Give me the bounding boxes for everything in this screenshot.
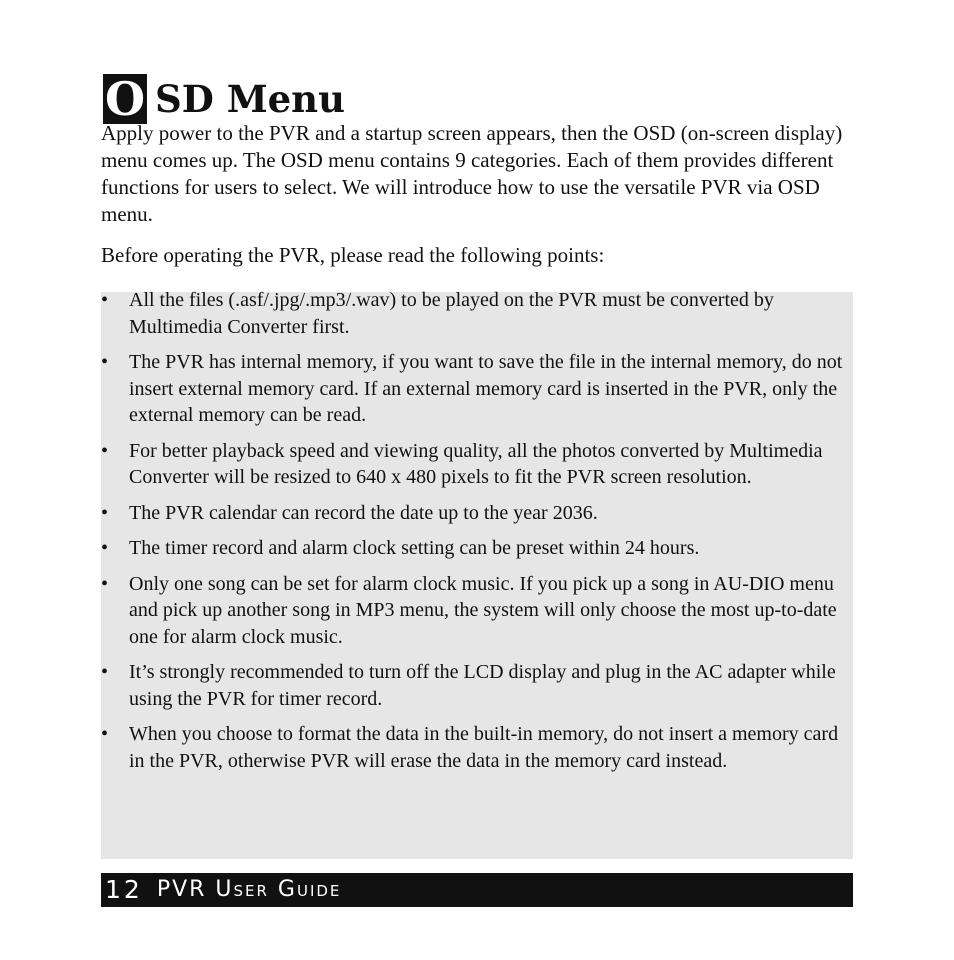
bullet: • (101, 537, 109, 559)
list-item-text: For better playback speed and viewing quality, all the photos converted by Multimedia Converter will be resized to 640 x 480 pixels to fit the PVR screen resolution. (129, 439, 823, 488)
list-item (101, 721, 853, 774)
page-number: 12 (105, 875, 143, 904)
intro-paragraph: Apply power to the PVR and a startup screen appears, then the OSD (on-screen display) menu comes up. The OSD menu contains 9 categories. Each of them provides different functions for users to select. We will introduce how to use the versatile PVR via OSD menu. (101, 121, 843, 226)
lead-paragraph: Before operating the PVR, please read the following points: (101, 243, 605, 267)
list-item-text: It’s strongly recommended to turn off the LCD display and plug in the AC adapter while using the PVR for timer record. (129, 661, 836, 710)
bullet: • (101, 572, 109, 595)
bullet: • (101, 661, 109, 683)
list-item-text: The PVR has internal memory, if you want to save the file in the internal memory, do not insert external memory card. If an external memory card is inserted in the PVR, only the external memory can be read. (129, 351, 843, 426)
page-footer (101, 873, 853, 907)
list-item-text: The PVR calendar can record the date up to the year 2036. (129, 501, 598, 524)
notes-list (101, 287, 853, 783)
title-text: SD Menu (155, 77, 345, 121)
list-item (101, 535, 853, 562)
list-item (101, 287, 853, 340)
guide-title: PVR User Guide (156, 877, 342, 902)
list-item (101, 659, 853, 712)
page-title (103, 74, 345, 126)
list-item-text: The timer record and alarm clock setting can be preset within 24 hours. (129, 537, 700, 559)
list-item-text: Only one song can be set for alarm clock music. If you pick up a song in AU-DIO menu and pick up another song in MP3 menu, the system will only choose the most up-to-date one for alarm clock music. (129, 572, 837, 648)
title-drop-cap: O (104, 74, 146, 124)
list-item (101, 571, 853, 651)
list-item-text: When you choose to format the data in the built-in memory, do not insert a memory card in the PVR, otherwise PVR will erase the data in the memory card instead. (129, 723, 839, 772)
list-item (101, 500, 853, 527)
bullet: • (101, 439, 109, 462)
bullet: • (101, 501, 109, 524)
list-item (101, 438, 853, 491)
bullet: • (101, 723, 109, 745)
bullet: • (101, 289, 109, 311)
list-item (101, 349, 853, 429)
bullet: • (101, 351, 109, 373)
list-item-text: All the files (.asf/.jpg/.mp3/.wav) to be played on the PVR must be converted by Multimedia Converter first. (129, 289, 774, 338)
